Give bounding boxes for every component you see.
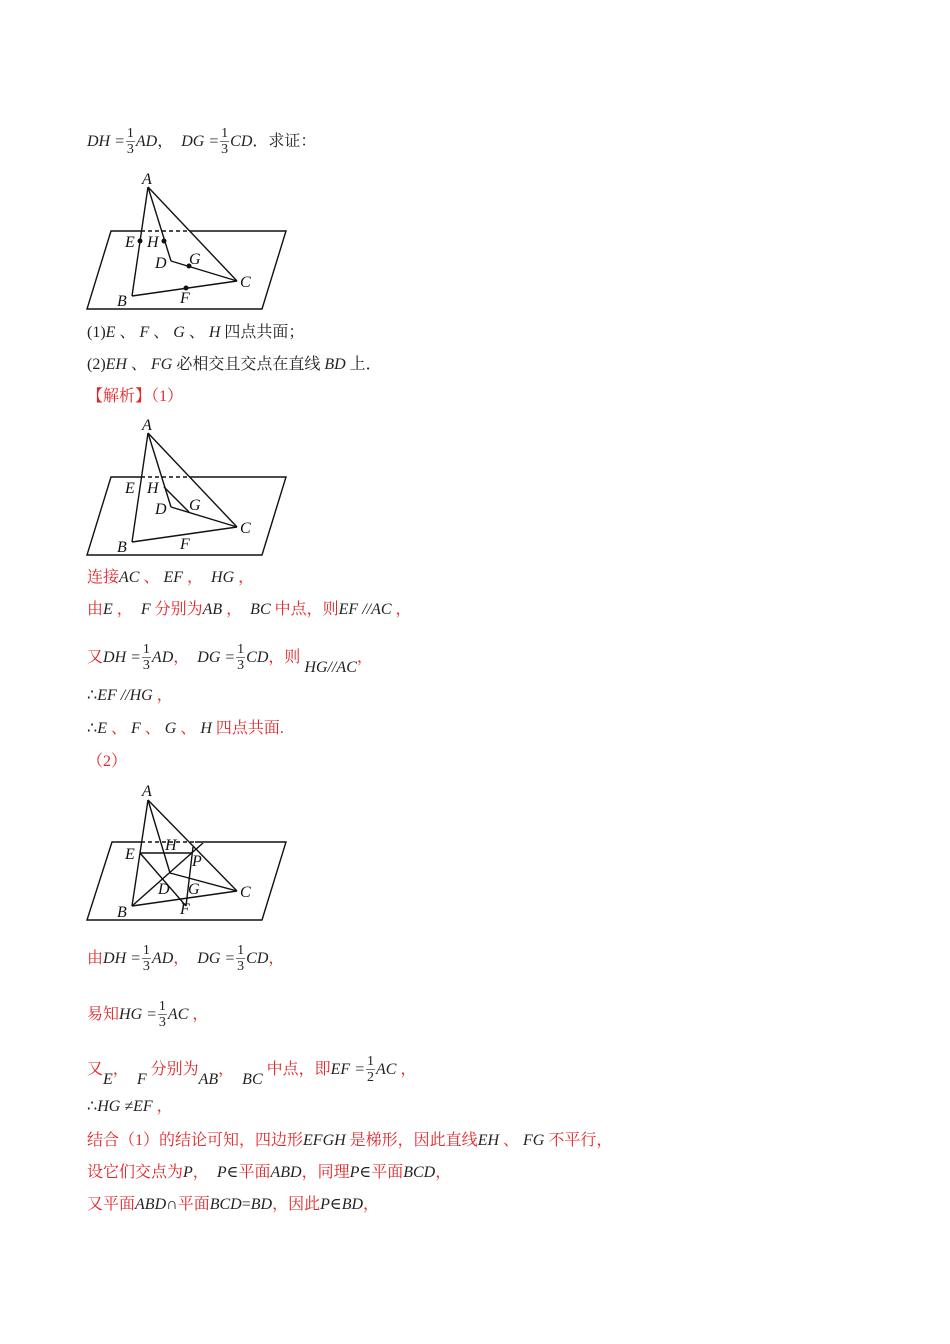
text-segment: ∈ (226, 1164, 239, 1182)
fraction-numerator: 1 (221, 126, 229, 141)
math-expression: HG//AC (304, 658, 357, 676)
text-segment: ．求证： (252, 132, 317, 150)
text-segment: ， (435, 1164, 452, 1182)
point-label: C (240, 884, 251, 901)
math-expression: BD (250, 1196, 273, 1214)
fraction (142, 943, 151, 974)
point-label: D (155, 501, 167, 518)
math-expression: DG = (197, 949, 236, 967)
text-segment: 又 (87, 1060, 104, 1078)
math-expression: P (320, 1196, 330, 1214)
math-expression: H (200, 720, 212, 738)
fraction (366, 1054, 375, 1085)
text-segment: ， (173, 648, 198, 666)
text-segment: ∴ (87, 720, 98, 738)
point-label: G (189, 251, 201, 268)
point-label: C (240, 274, 251, 291)
fraction-numerator: 1 (126, 126, 134, 141)
solution-line (87, 1054, 417, 1088)
math-expression: E (97, 720, 107, 738)
text-segment: 中点，即 (262, 1060, 331, 1078)
text-segment: ∴ (87, 687, 98, 705)
text-segment: ， (234, 569, 255, 587)
fraction-numerator: 1 (237, 642, 245, 657)
fraction-denominator: 3 (142, 959, 150, 974)
text-segment: 中点，则 (270, 601, 339, 619)
text-segment: （2） (87, 753, 128, 771)
math-expression: AD (135, 132, 158, 150)
text-segment: ，因此 (272, 1196, 321, 1214)
text-segment: ， (391, 601, 412, 619)
text-segment: ， (183, 569, 212, 587)
text-segment: 由 (87, 601, 104, 619)
math-expression: CD (246, 648, 269, 666)
text-segment: (2) (87, 356, 106, 374)
math-expression: AB (198, 1070, 219, 1088)
text-segment: (1) (87, 324, 106, 342)
text-segment: ，则 (268, 648, 305, 666)
text-segment: 设它们交点为 (87, 1164, 184, 1182)
text-segment: ， (268, 949, 285, 967)
text-segment: ， (188, 1005, 209, 1023)
math-expression: F (140, 601, 151, 619)
text-segment: ∴ (87, 1098, 98, 1116)
math-expression: HG ≠EF (97, 1098, 153, 1116)
text-segment: 平面 (177, 1196, 210, 1214)
point-label: G (189, 497, 201, 514)
fraction-numerator: 1 (158, 999, 166, 1014)
math-expression: G (164, 720, 177, 738)
math-expression: AD (151, 648, 174, 666)
math-expression: CD (230, 132, 253, 150)
point-label: A (142, 417, 152, 434)
math-expression: BCD (403, 1164, 436, 1182)
text-segment: 、 (106, 720, 131, 738)
math-expression: F (130, 720, 141, 738)
text-segment: 分别为 (150, 601, 203, 619)
text-segment: 、 (176, 720, 201, 738)
text-segment: ， (152, 1098, 173, 1116)
text-segment: 又平面 (87, 1196, 136, 1214)
solution-line (87, 1163, 451, 1183)
point-label: H (147, 480, 159, 497)
text-segment: ，同理 (301, 1164, 350, 1182)
math-expression: H (208, 324, 221, 342)
point-label: A (142, 171, 152, 188)
text-segment: ， (173, 949, 198, 967)
text-segment: ， (356, 648, 373, 666)
math-expression: EH (477, 1132, 500, 1150)
math-expression: ABD (270, 1164, 302, 1182)
math-expression: EF //AC (338, 601, 392, 619)
fraction-numerator: 1 (366, 1054, 374, 1069)
math-expression: F (136, 1070, 147, 1088)
math-expression: P (216, 1164, 227, 1182)
math-expression: EF //HG (97, 687, 153, 705)
math-expression: AC (375, 1060, 397, 1078)
math-expression: ABD (135, 1196, 167, 1214)
text-segment: 【解析】（1） (87, 388, 184, 406)
fraction-denominator: 3 (142, 658, 150, 673)
fraction-denominator: 3 (158, 1015, 166, 1030)
text-segment: = (241, 1196, 251, 1214)
math-expression: E (105, 324, 116, 342)
text-segment: 、 (140, 720, 165, 738)
point-label: P (192, 853, 202, 870)
text-segment: ∈ (359, 1164, 372, 1182)
text-segment: 、 (115, 324, 140, 342)
math-expression: DH = (103, 949, 141, 967)
point-label: D (158, 881, 170, 898)
text-segment: 分别为 (146, 1060, 199, 1078)
fraction-numerator: 1 (142, 943, 150, 958)
point-label: E (125, 480, 135, 497)
point-label: G (188, 881, 200, 898)
solution-line (87, 999, 208, 1030)
fraction (158, 999, 167, 1030)
math-expression: BC (250, 601, 271, 619)
math-expression: BD (324, 356, 346, 374)
math-expression: HG (211, 569, 235, 587)
text-segment: 不平行， (544, 1132, 613, 1150)
text-segment: 由 (87, 949, 104, 967)
point-label: H (147, 234, 159, 251)
point-label: F (180, 536, 190, 553)
fraction-denominator: 3 (237, 959, 245, 974)
math-expression: BC (242, 1070, 263, 1088)
text-segment: 必相交且交点在直线 (172, 356, 325, 374)
text-segment: ， (112, 1060, 137, 1078)
math-expression: P (349, 1164, 360, 1182)
fraction-denominator: 3 (237, 658, 245, 673)
point-label: E (125, 234, 135, 251)
fraction-numerator: 1 (237, 943, 245, 958)
math-expression: BD (341, 1196, 364, 1214)
point-label: C (240, 520, 251, 537)
math-expression: AC (167, 1005, 189, 1023)
text-segment: 四点共面； (220, 324, 305, 342)
text-segment: 、 (126, 356, 151, 374)
math-expression: FG (523, 1132, 545, 1150)
math-expression: EF = (330, 1060, 365, 1078)
text-segment: ， (396, 1060, 417, 1078)
math-expression: EF (163, 569, 184, 587)
fraction-numerator: 1 (142, 642, 150, 657)
text-segment: ∈ (329, 1196, 342, 1214)
text-segment: 结合（1）的结论可知，四边形 (87, 1132, 304, 1150)
math-expression: DH = (103, 648, 141, 666)
solution-line (87, 1131, 612, 1151)
text-segment: 易知 (87, 1005, 120, 1023)
math-expression: AD (151, 949, 174, 967)
point-label: B (117, 539, 127, 556)
fraction-denominator: 3 (126, 142, 134, 157)
text-segment: ， (363, 1196, 380, 1214)
math-expression: FG (151, 356, 173, 374)
math-expression: CD (246, 949, 269, 967)
text-segment: 、 (184, 324, 209, 342)
fraction-denominator: 2 (366, 1070, 374, 1085)
text-segment: 平面 (371, 1164, 404, 1182)
fraction (236, 943, 245, 974)
math-expression: P (183, 1164, 193, 1182)
text-segment: 、 (149, 324, 174, 342)
math-expression: BCD (209, 1196, 242, 1214)
point-label: F (180, 901, 190, 918)
text-segment: ∩ (166, 1196, 178, 1214)
text-segment: 平面 (238, 1164, 271, 1182)
math-expression: E (103, 601, 113, 619)
math-expression: DG = (181, 132, 220, 150)
math-expression: AB (202, 601, 223, 619)
text-segment: 、 (139, 569, 164, 587)
math-expression: E (103, 1070, 113, 1088)
point-label: F (180, 290, 190, 307)
text-segment: 上． (345, 356, 382, 374)
text-segment: 又 (87, 648, 104, 666)
fraction-denominator: 3 (221, 142, 229, 157)
text-segment: ， (218, 1060, 243, 1078)
math-expression: HG = (119, 1005, 157, 1023)
text-segment: ， (222, 601, 251, 619)
text-segment: ， (157, 132, 182, 150)
math-expression: EFGH (303, 1132, 346, 1150)
math-expression: AC (119, 569, 140, 587)
point-label: H (165, 837, 177, 854)
solution-line (87, 943, 284, 974)
math-expression: G (173, 324, 185, 342)
text-segment: ， (112, 601, 141, 619)
text-segment: 、 (499, 1132, 524, 1150)
text-segment: ， (192, 1164, 217, 1182)
math-expression: F (139, 324, 150, 342)
text-segment: 连接 (87, 569, 120, 587)
point-label: A (142, 783, 152, 800)
point-label: B (117, 904, 127, 921)
point-label: B (117, 293, 127, 310)
text-segment: 四点共面. (211, 720, 284, 738)
solution-line (87, 1097, 173, 1117)
math-expression: DH = (87, 132, 125, 150)
math-expression: DG = (197, 648, 236, 666)
solution-line (87, 1195, 379, 1215)
point-label: D (155, 255, 167, 272)
point-label: E (125, 846, 135, 863)
text-segment: 是梯形，因此直线 (345, 1132, 478, 1150)
math-expression: EH (105, 356, 127, 374)
text-segment: ， (152, 687, 173, 705)
